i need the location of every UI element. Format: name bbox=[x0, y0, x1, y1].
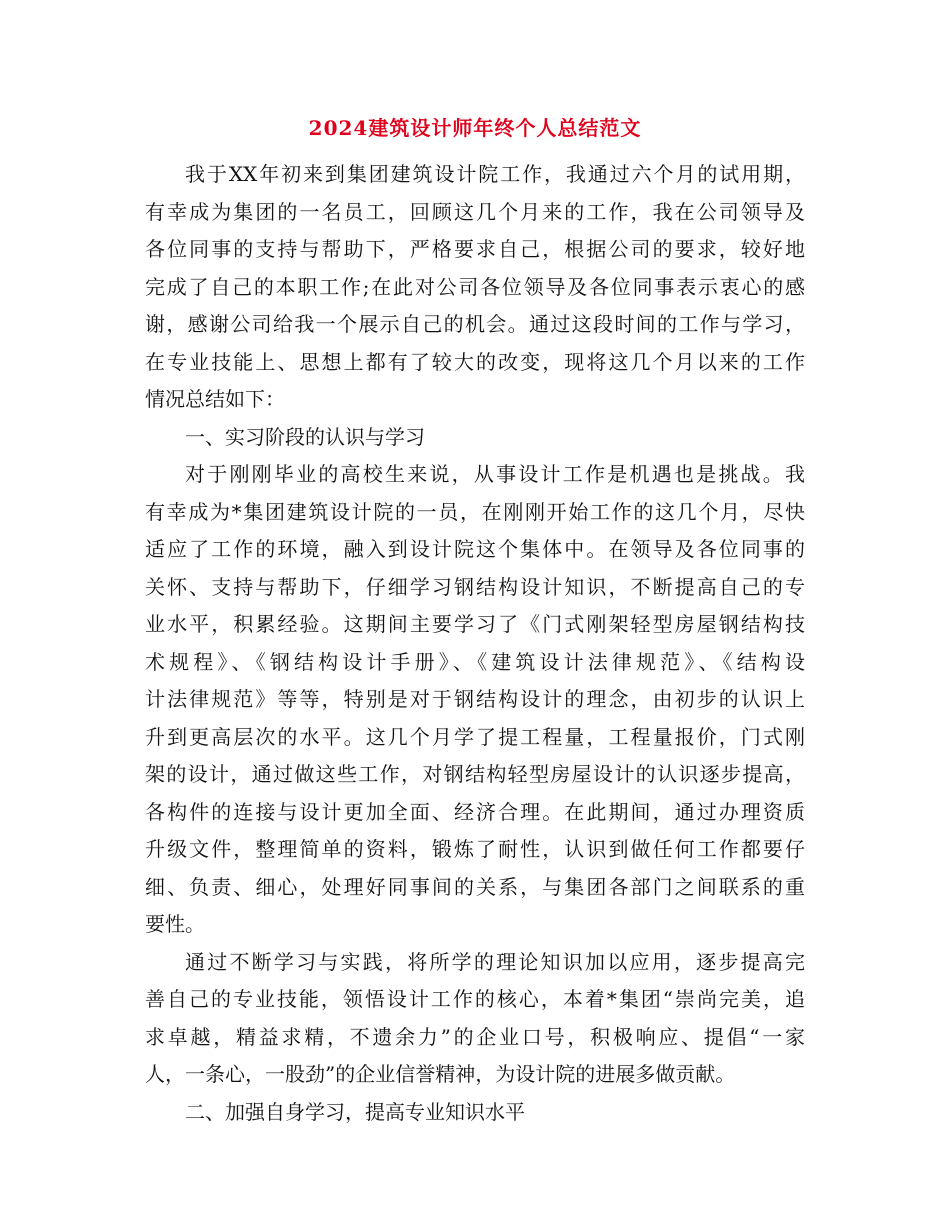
text-line: 升到更高层次的水平。这几个月学了提工程量，工程量报价，门式刚 bbox=[145, 724, 805, 749]
section-heading: 二、加强自身学习，提高专业知识水平 bbox=[185, 1099, 525, 1124]
text-line: 术规程》、《钢结构设计手册》、《建筑设计法律规范》、《结构设 bbox=[145, 649, 805, 674]
text-line: 关怀、支持与帮助下，仔细学习钢结构设计知识，不断提高自己的专 bbox=[145, 574, 805, 599]
text-line: 善自己的专业技能，领悟设计工作的核心，本着*集团“崇尚完美，追 bbox=[145, 987, 805, 1011]
text-line: 我于XX年初来到集团建筑设计院工作，我通过六个月的试用期， bbox=[185, 162, 805, 186]
document-body bbox=[145, 156, 805, 1131]
text-line: 细、负责、细心，处理好同事间的关系，与集团各部门之间联系的重 bbox=[145, 874, 805, 899]
text-line: 人，一条心，一股劲”的企业信誉精神，为设计院的进展多做贡献。 bbox=[145, 1062, 736, 1086]
text-line: 各位同事的支持与帮助下，严格要求自己，根据公司的要求，较好地 bbox=[145, 237, 805, 261]
text-line: 情况总结如下： bbox=[145, 387, 285, 411]
text-line: 各构件的连接与设计更加全面、经济合理。在此期间，通过办理资质 bbox=[145, 799, 805, 824]
section-heading: 一、实习阶段的认识与学习 bbox=[185, 424, 425, 449]
text-line: 升级文件，整理简单的资料，锻炼了耐性，认识到做任何工作都要仔 bbox=[145, 837, 805, 861]
text-line: 业水平，积累经验。这期间主要学习了《门式刚架轻型房屋钢结构技 bbox=[145, 612, 805, 636]
text-line: 对于刚刚毕业的高校生来说，从事设计工作是机遇也是挑战。我 bbox=[185, 462, 805, 486]
text-line: 计法律规范》等等，特别是对于钢结构设计的理念，由初步的认识上 bbox=[145, 687, 805, 711]
text-line: 求卓越，精益求精，不遗余力”的企业口号，积极响应、提倡“一家 bbox=[145, 1024, 805, 1049]
text-line: 适应了工作的环境，融入到设计院这个集体中。在领导及各位同事的 bbox=[145, 537, 805, 561]
document-title: 2024建筑设计师年终个人总结范文 bbox=[308, 116, 642, 140]
text-line: 在专业技能上、思想上都有了较大的改变，现将这几个月以来的工作 bbox=[145, 349, 805, 374]
text-line: 完成了自己的本职工作;在此对公司各位领导及各位同事表示衷心的感 bbox=[145, 274, 805, 299]
text-line: 有幸成为*集团建筑设计院的一员，在刚刚开始工作的这几个月，尽快 bbox=[145, 499, 805, 524]
text-line: 要性。 bbox=[145, 912, 205, 936]
text-line: 有幸成为集团的一名员工，回顾这几个月来的工作，我在公司领导及 bbox=[145, 199, 805, 224]
text-line: 架的设计，通过做这些工作，对钢结构轻型房屋设计的认识逐步提高， bbox=[145, 762, 805, 786]
text-line: 通过不断学习与实践，将所学的理论知识加以应用，逐步提高完 bbox=[185, 949, 805, 974]
text-line: 谢，感谢公司给我一个展示自己的机会。通过这段时间的工作与学习， bbox=[145, 312, 805, 336]
